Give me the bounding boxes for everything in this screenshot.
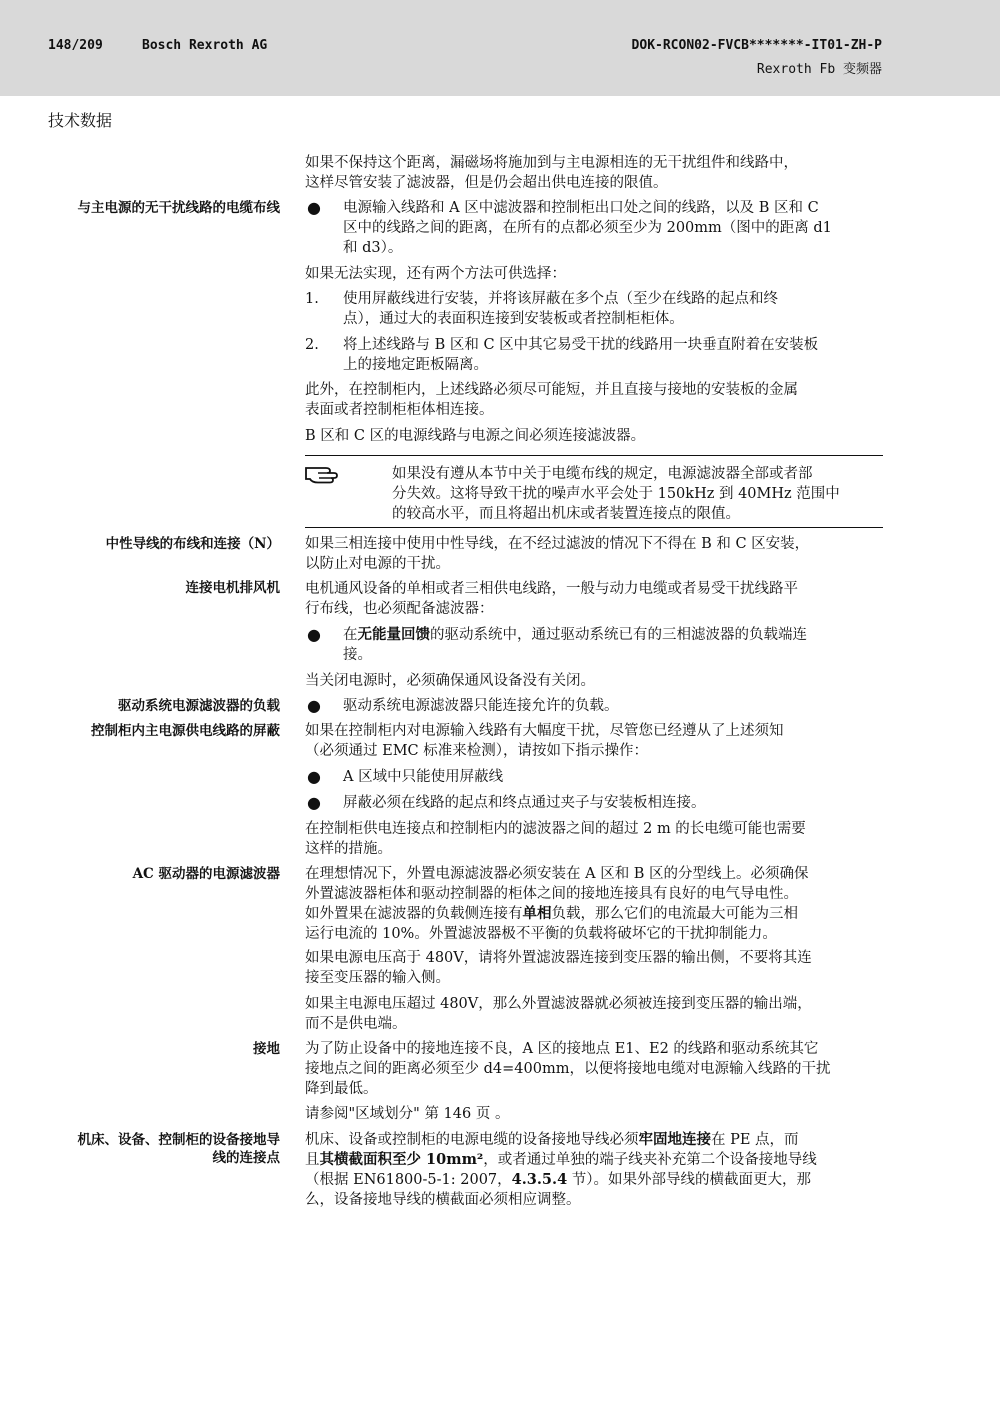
paragraph: B 区和 C 区的电源线路与电源之间必须连接滤波器。 [305, 428, 646, 444]
side-heading: 驱动系统电源滤波器的负载 [118, 698, 280, 714]
paragraph: 在控制柜供电连接点和控制柜内的滤波器之间的超过 2 m 的长电缆可能也需要 这样的措施。 [305, 821, 806, 857]
side-heading: 控制柜内主电源供电线路的屏蔽 [91, 723, 280, 739]
list-item: 1. 使用屏蔽线进行安装，并将该屏蔽在多个点（至少在线路的起点和终 点），通过大的表面积连接到安装板或者控制柜柜体。 [305, 291, 778, 327]
list-item: ● 电源输入线路和 A 区中滤波器和控制柜出口处之间的线路，以及 B 区和 C 区中的线路之间的距离，在所有的点都必须至少为 200mm（图中的距离 d1 和 d3）。 [307, 198, 832, 256]
page-header [0, 0, 1000, 96]
cross-reference-link[interactable]: 请参阅"区域划分" 第 146 页 。 [305, 1106, 510, 1122]
document-id: DOK-RCON02-FVCB*******-IT01-ZH-P [631, 38, 882, 53]
product-name: Rexroth Fb 变频器 [756, 62, 882, 77]
paragraph: 如果无法实现，还有两个方法可供选择： [305, 266, 566, 282]
paragraph: 电机通风设备的单相或者三相供电线路，一般与动力电缆或者易受干扰线路平 行布线，也必须配备滤波器： [305, 581, 798, 617]
list-item: ● 在无能量回馈的驱动系统中，通过驱动系统已有的三相滤波器的负载端连 接。 [307, 625, 807, 663]
paragraph: 如果电源电压高于 480V，请将外置滤波器连接到变压器的输出侧，不要将其连 接至变压器的输入侧。 [305, 950, 812, 986]
page-number: 148/209 [48, 38, 103, 53]
bullet-icon: ● [307, 625, 321, 644]
paragraph: 为了防止设备中的接地连接不良，A 区的接地点 E1、E2 的线路和驱动系统其它 接地点之间的距离必须至少 d4=400mm，以便将接地电缆对电源输入线路的干扰 降到最低。 [305, 1041, 831, 1097]
note-text: 如果没有遵从本节中关于电缆布线的规定，电源滤波器全部或者部 分失效。这将导致干扰的噪声水平会处于 150kHz 到 40MHz 范围中 的较高水平，而且将超出机床或者装置连接点的限值。 [392, 466, 840, 522]
side-heading: 中性导线的布线和连接（N） [105, 536, 280, 552]
list-item: ● 驱动系统电源滤波器只能连接允许的负载。 [307, 696, 619, 715]
side-heading: 连接电机排风机 [185, 580, 280, 596]
section-title: 技术数据 [48, 111, 113, 130]
paragraph: 当关闭电源时，必须确保通风设备没有关闭。 [305, 673, 595, 689]
bullet-icon: ● [307, 767, 321, 786]
paragraph: 机床、设备或控制柜的电源电缆的设备接地导线必须牢固地连接在 PE 点，而 且其横截面积至少 10mm²，或者通过单独的端子线夹补充第二个设备接地导线 （根据 EN61800-5-1: 2007，4.3.5.4 节）。如果外部导线的横截面更大，那 么，设备接地导线的横截面必须相应调整。 [305, 1131, 817, 1208]
side-heading: AC 驱动器的电源滤波器 [132, 866, 280, 882]
pointing-hand-icon [304, 463, 342, 485]
list-item: ● 屏蔽必须在线路的起点和终点通过夹子与安装板相连接。 [307, 793, 706, 812]
bullet-icon: ● [307, 198, 321, 217]
list-item: ● A 区域中只能使用屏蔽线 [307, 767, 504, 786]
paragraph: 如果在控制柜内对电源输入线路有大幅度干扰，尽管您已经遵从了上述须知 （必须通过 EMC 标准来检测），请按如下指示操作： [305, 723, 784, 759]
list-item: 2. 将上述线路与 B 区和 C 区中其它易受干扰的线路用一块垂直附着在安装板 上的接地定距板隔离。 [305, 337, 819, 373]
bullet-icon: ● [307, 793, 321, 812]
paragraph: 如果主电源电压超过 480V，那么外置滤波器就必须被连接到变压器的输出端， 而不是供电端。 [305, 996, 812, 1032]
company-name: Bosch Rexroth AG [142, 38, 268, 53]
paragraph: 在理想情况下，外置电源滤波器必须安装在 A 区和 B 区的分型线上。必须确保 外置滤波器柜体和驱动控制器的柜体之间的接地连接具有良好的电气导电性。 如外置果在滤波器的负载侧连接有单相负载，那么它们的电流最大可能为三相 运行电流的 10%。外置滤波器极不平衡的负载将破坏它的干扰抑制能力。 [305, 866, 809, 942]
side-heading: 接地 [253, 1041, 280, 1057]
note-bottom-rule [305, 527, 883, 528]
side-heading: 与主电源的无干扰线路的电缆布线 [77, 200, 280, 216]
paragraph: 如果不保持这个距离，漏磁场将施加到与主电源相连的无干扰组件和线路中， 这样尽管安装了滤波器，但是仍会超出供电连接的限值。 [305, 155, 798, 191]
paragraph: 此外，在控制柜内，上述线路必须尽可能短，并且直接与接地的安装板的金属 表面或者控制柜柜体相连接。 [305, 382, 798, 418]
paragraph: 如果三相连接中使用中性导线，在不经过滤波的情况下不得在 B 和 C 区安装， 以防止对电源的干扰。 [305, 536, 810, 572]
note-top-rule [305, 455, 883, 456]
side-heading: 机床、设备、控制柜的设备接地导 线的连接点 [77, 1132, 280, 1166]
bullet-icon: ● [307, 696, 321, 715]
